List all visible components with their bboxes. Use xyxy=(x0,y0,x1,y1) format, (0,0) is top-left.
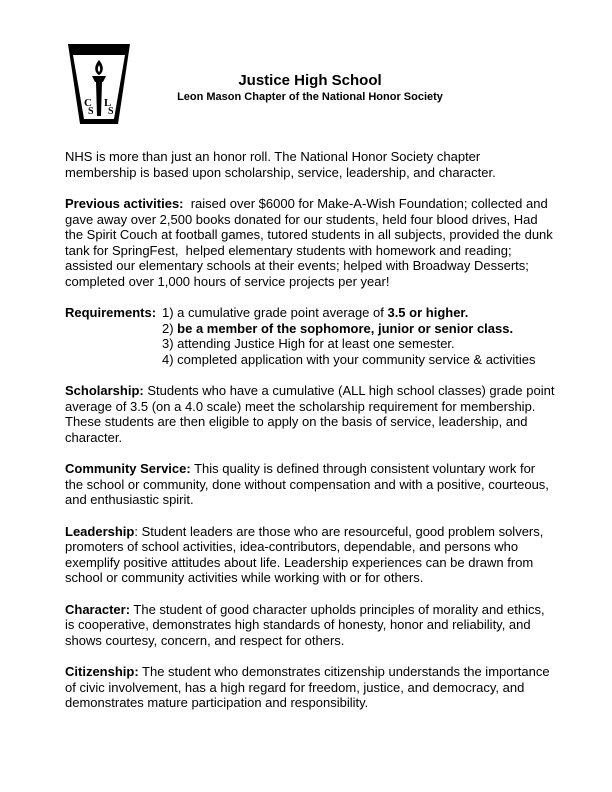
requirement-item xyxy=(162,305,555,321)
logo-ring-text-top: NATIONAL xyxy=(83,45,115,51)
section-label: Citizenship: xyxy=(65,664,139,679)
section-text: The student who demonstrates citizenship understands the importance of civic involvement, has a high regard for freedom, justice, and democracy, and demonstrates mature participation and responsibility. xyxy=(65,664,550,710)
previous-activities-text: raised over $6000 for Make-A-Wish Foundation; collected and gave away over 2,500 books donated for our students, held four blood drives, Had the Spirit Couch at football games, tutored students in all subjects, provided the dunk tank for SpringFest, helped elementary students with homework and reading; assisted our elementary schools at their events; helped with Broadway Desserts; completed over 1,000 hours of service projects per year! xyxy=(65,196,557,289)
section-text: Students who have a cumulative (ALL high school classes) grade point average of 3.5 (on a 4.0 scale) meet the scholarship requirement for membership. These students are then eligible to apply on the basis of service, leadership, and character. xyxy=(65,383,555,445)
logo-letter-s1: S xyxy=(88,106,94,117)
requirements-list xyxy=(162,305,555,367)
requirement-bold-text: be a member of the sophomore, junior or senior class. xyxy=(177,320,514,336)
section-label: Leadership xyxy=(65,523,135,539)
requirement-bold-text: 3.5 or higher. xyxy=(387,305,469,320)
page-subtitle: Leon Mason Chapter of the National Honor Society xyxy=(177,91,443,103)
community-service-paragraph xyxy=(65,461,555,508)
page-title: Justice High School xyxy=(238,72,382,89)
previous-activities-label: Previous activities: xyxy=(65,196,184,211)
section-text: This quality is defined through consistent voluntary work for the school or community, done without compensation and with a positive, courteous, and enthusiastic spirit. xyxy=(65,461,549,507)
scholarship-paragraph xyxy=(65,383,555,445)
requirement-item xyxy=(162,336,555,352)
logo-letter-c: C xyxy=(84,97,92,109)
leadership-paragraph xyxy=(65,524,555,586)
section-text: : Student leaders are those who are resourceful, good problem solvers, promoters of school activities, idea-contributors, dependable, and persons who exemplify positive attitudes about life. Leadership experiences can be drawn from school or community activities while working with or for others. xyxy=(65,523,544,585)
requirement-item xyxy=(162,321,555,337)
document-body xyxy=(65,149,555,727)
requirement-item xyxy=(162,352,555,368)
requirement-text: 3) attending Justice High for at least one semester. xyxy=(162,336,455,351)
citizenship-paragraph xyxy=(65,664,555,711)
requirement-text: 1) a cumulative grade point average of xyxy=(162,305,388,320)
section-label: Character: xyxy=(65,601,131,617)
logo-ring-text-bottom: HONOR SOCIETY xyxy=(73,50,125,56)
nhs-torch-emblem-icon xyxy=(64,40,134,128)
requirements-block xyxy=(65,305,555,367)
requirements-label: Requirements: xyxy=(65,305,157,320)
section-label: Scholarship: xyxy=(65,383,144,398)
document-header xyxy=(140,72,480,104)
logo-letter-s2: S xyxy=(108,106,114,117)
requirement-text: 2) xyxy=(162,320,178,336)
section-text: The student of good character upholds principles of morality and ethics, is cooperative, demonstrates high standards of honesty, honor and reliability, and shows courtesy, concern, and respect for others. xyxy=(65,601,545,648)
previous-activities-paragraph xyxy=(65,196,555,289)
requirement-text: 4) completed application with your community service & activities xyxy=(162,351,536,367)
character-paragraph xyxy=(65,602,555,649)
logo-letter-l: L xyxy=(104,97,112,109)
section-label: Community Service: xyxy=(65,461,191,476)
intro-paragraph: NHS is more than just an honor roll. The National Honor Society chapter membership is based upon scholarship, service, leadership, and character. xyxy=(65,149,496,180)
